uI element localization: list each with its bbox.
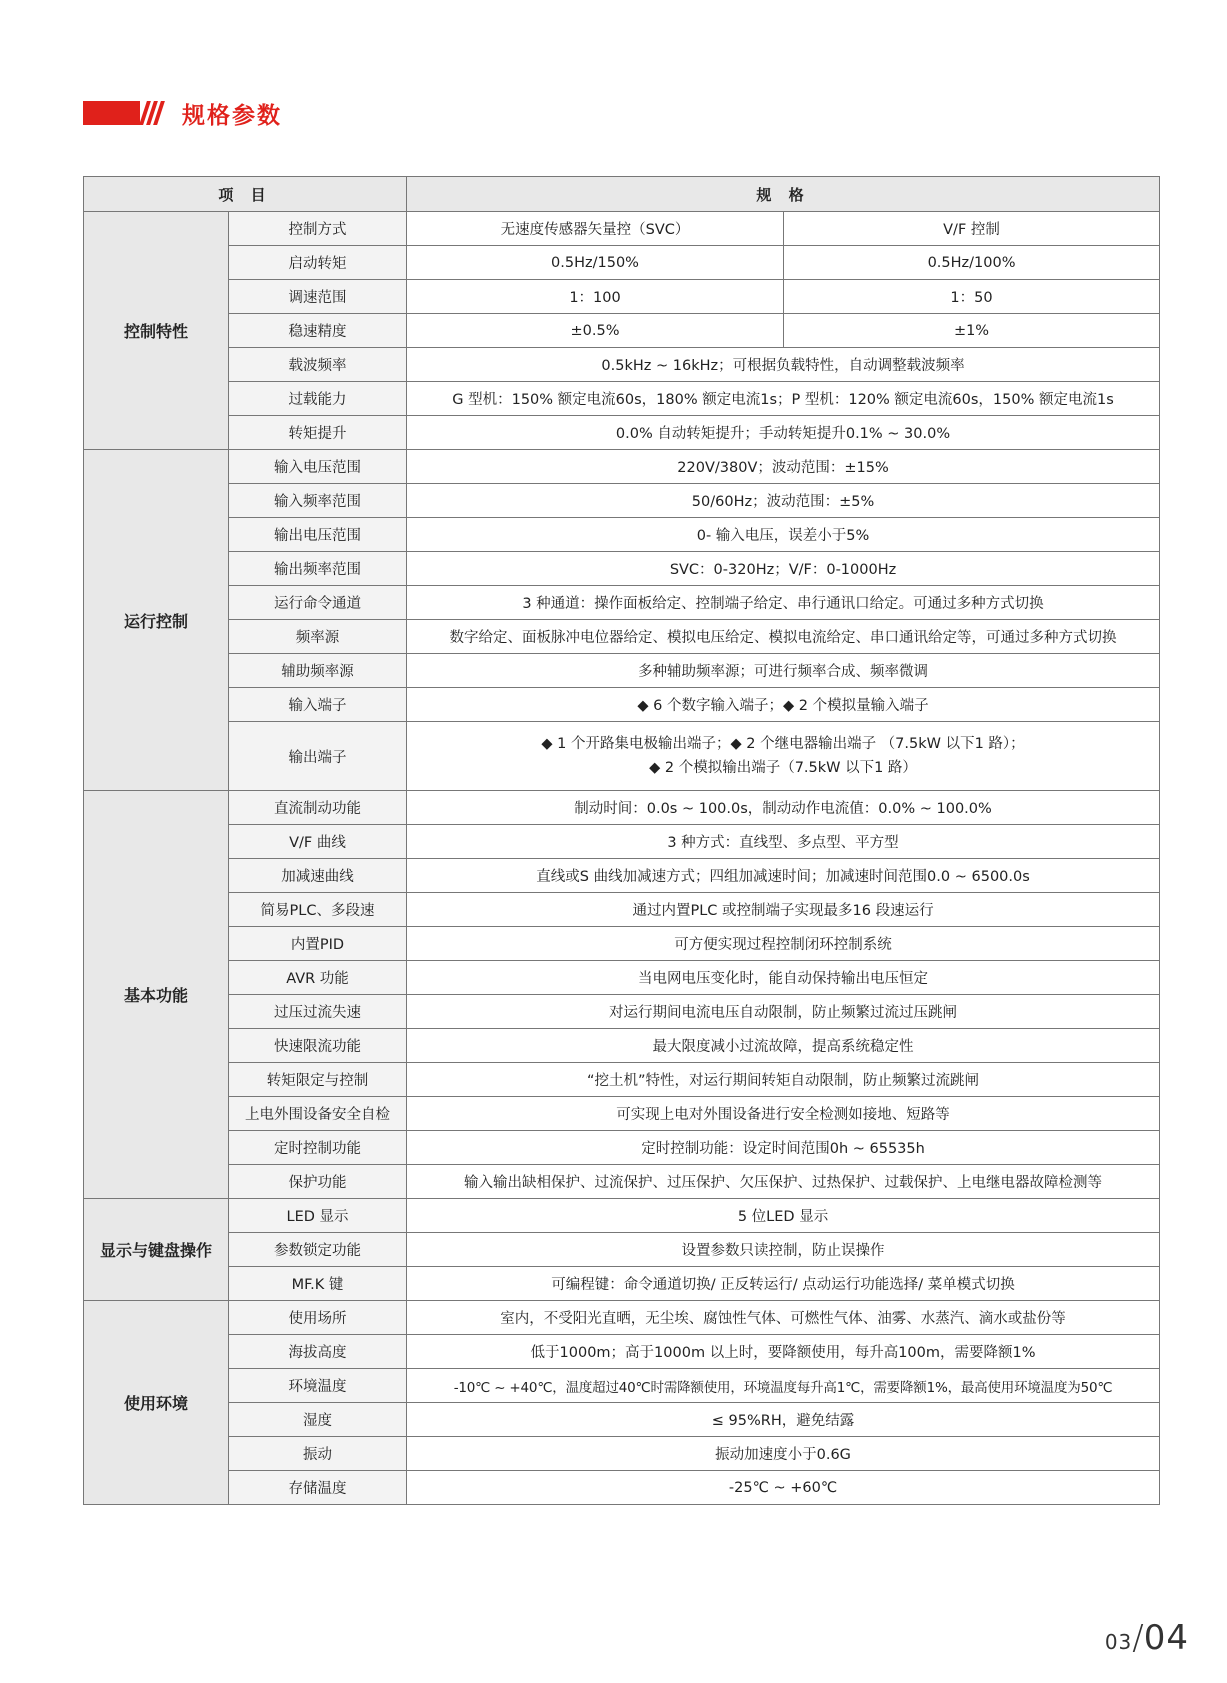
category-basic: 基本功能	[84, 791, 229, 1199]
item-label: 使用场所	[229, 1301, 407, 1335]
item-label: 简易PLC、多段速	[229, 893, 407, 927]
table-row	[84, 620, 1160, 654]
table-row	[84, 1335, 1160, 1369]
table-row	[84, 1301, 1160, 1335]
header-item: 项 目	[84, 177, 407, 212]
category-display: 显示与键盘操作	[84, 1199, 229, 1301]
table-row	[84, 1369, 1160, 1403]
spec-value: 最大限度减小过流故障，提高系统稳定性	[407, 1029, 1160, 1063]
table-row	[84, 1097, 1160, 1131]
table-row	[84, 961, 1160, 995]
spec-value	[407, 722, 1160, 791]
spec-value: 设置参数只读控制，防止误操作	[407, 1233, 1160, 1267]
page-number	[1105, 1618, 1189, 1658]
spec-value: 可方便实现过程控制闭环控制系统	[407, 927, 1160, 961]
item-label: 运行命令通道	[229, 586, 407, 620]
spec-svc: 0.5Hz/150%	[407, 246, 784, 280]
spec-value: 振动加速度小于0.6G	[407, 1437, 1160, 1471]
section-heading	[83, 101, 282, 129]
table-row	[84, 859, 1160, 893]
item-label: 频率源	[229, 620, 407, 654]
table-row	[84, 1437, 1160, 1471]
item-label: 转矩提升	[229, 416, 407, 450]
spec-value: 制动时间：0.0s ~ 100.0s，制动动作电流值：0.0% ~ 100.0%	[407, 791, 1160, 825]
table-row	[84, 450, 1160, 484]
spec-value: 当电网电压变化时，能自动保持输出电压恒定	[407, 961, 1160, 995]
header-spec: 规 格	[407, 177, 1160, 212]
item-label: 海拔高度	[229, 1335, 407, 1369]
table-row	[84, 825, 1160, 859]
item-label: 内置PID	[229, 927, 407, 961]
item-label: AVR 功能	[229, 961, 407, 995]
item-label: 输出频率范围	[229, 552, 407, 586]
page-current: 03	[1104, 1630, 1133, 1654]
spec-value: 50/60Hz；波动范围：±5%	[407, 484, 1160, 518]
spec-value: 室内，不受阳光直晒，无尘埃、腐蚀性气体、可燃性气体、油雾、水蒸汽、滴水或盐份等	[407, 1301, 1160, 1335]
spec-value: -10℃ ~ +40℃，温度超过40℃时需降额使用，环境温度每升高1℃，需要降额1%，最高使用环境温度为50℃	[407, 1369, 1160, 1403]
item-label: 输入电压范围	[229, 450, 407, 484]
table-row	[84, 348, 1160, 382]
red-accent-bar	[83, 101, 140, 125]
category-run: 运行控制	[84, 450, 229, 791]
section-title: 规格参数	[182, 102, 282, 129]
item-label: 载波频率	[229, 348, 407, 382]
category-env: 使用环境	[84, 1301, 229, 1505]
spec-value: 可实现上电对外围设备进行安全检测如接地、短路等	[407, 1097, 1160, 1131]
table-row	[84, 518, 1160, 552]
table-row	[84, 1165, 1160, 1199]
item-label: 振动	[229, 1437, 407, 1471]
table-row	[84, 654, 1160, 688]
item-label: 快速限流功能	[229, 1029, 407, 1063]
table-row	[84, 586, 1160, 620]
spec-value: 3 种通道：操作面板给定、控制端子给定、串行通讯口给定。可通过多种方式切换	[407, 586, 1160, 620]
item-label: 过压过流失速	[229, 995, 407, 1029]
item-label: 湿度	[229, 1403, 407, 1437]
table-row	[84, 1233, 1160, 1267]
spec-value: 直线或S 曲线加减速方式；四组加减速时间；加减速时间范围0.0 ~ 6500.0s	[407, 859, 1160, 893]
spec-value: 对运行期间电流电压自动限制，防止频繁过流过压跳闸	[407, 995, 1160, 1029]
spec-vf: V/F 控制	[784, 212, 1160, 246]
item-label: 环境温度	[229, 1369, 407, 1403]
item-label: MF.K 键	[229, 1267, 407, 1301]
item-label: 控制方式	[229, 212, 407, 246]
spec-svc: 1：100	[407, 280, 784, 314]
table-row	[84, 314, 1160, 348]
spec-vf: 0.5Hz/100%	[784, 246, 1160, 280]
table-row	[84, 1029, 1160, 1063]
item-label: 输入频率范围	[229, 484, 407, 518]
table-row	[84, 416, 1160, 450]
table-row	[84, 791, 1160, 825]
category-control: 控制特性	[84, 212, 229, 450]
spec-svc: ±0.5%	[407, 314, 784, 348]
spec-value: 5 位LED 显示	[407, 1199, 1160, 1233]
item-label: V/F 曲线	[229, 825, 407, 859]
table-row	[84, 280, 1160, 314]
item-label: 输出端子	[229, 722, 407, 791]
spec-vf: ±1%	[784, 314, 1160, 348]
spec-value: 低于1000m；高于1000m 以上时，要降额使用，每升高100m，需要降额1%	[407, 1335, 1160, 1369]
spec-value: 3 种方式：直线型、多点型、平方型	[407, 825, 1160, 859]
item-label: 上电外围设备安全自检	[229, 1097, 407, 1131]
table-row	[84, 382, 1160, 416]
table-row	[84, 1267, 1160, 1301]
table-row	[84, 552, 1160, 586]
item-label: 直流制动功能	[229, 791, 407, 825]
item-label: 输入端子	[229, 688, 407, 722]
spec-value: ≤ 95%RH，避免结露	[407, 1403, 1160, 1437]
item-label: 启动转矩	[229, 246, 407, 280]
table-row	[84, 484, 1160, 518]
spec-value: ◆ 6 个数字输入端子；◆ 2 个模拟量输入端子	[407, 688, 1160, 722]
table-row	[84, 1063, 1160, 1097]
item-label: 参数锁定功能	[229, 1233, 407, 1267]
spec-line-1: ◆ 1 个开路集电极输出端子；◆ 2 个继电器输出端子 （7.5kW 以下1 路）；	[541, 736, 1025, 752]
table-row	[84, 927, 1160, 961]
item-label: 保护功能	[229, 1165, 407, 1199]
spec-value: “挖土机”特性，对运行期间转矩自动限制，防止频繁过流跳闸	[407, 1063, 1160, 1097]
spec-value: 定时控制功能：设定时间范围0h ~ 65535h	[407, 1131, 1160, 1165]
red-slash-decoration	[143, 101, 164, 125]
item-label: 过载能力	[229, 382, 407, 416]
spec-value: 通过内置PLC 或控制端子实现最多16 段速运行	[407, 893, 1160, 927]
item-label: 输出电压范围	[229, 518, 407, 552]
spec-value: 220V/380V；波动范围：±15%	[407, 450, 1160, 484]
page-separator: /	[1132, 1618, 1144, 1658]
table-row	[84, 212, 1160, 246]
item-label: 定时控制功能	[229, 1131, 407, 1165]
table-row	[84, 1131, 1160, 1165]
spec-value: 多种辅助频率源；可进行频率合成、频率微调	[407, 654, 1160, 688]
item-label: LED 显示	[229, 1199, 407, 1233]
item-label: 辅助频率源	[229, 654, 407, 688]
table-row	[84, 995, 1160, 1029]
table-row	[84, 893, 1160, 927]
spec-value: G 型机：150% 额定电流60s，180% 额定电流1s；P 型机：120% 额定电流60s，150% 额定电流1s	[407, 382, 1160, 416]
table-row	[84, 1471, 1160, 1505]
spec-value: 0.5kHz ~ 16kHz；可根据负载特性，自动调整载波频率	[407, 348, 1160, 382]
table-header-row	[84, 177, 1160, 212]
spec-value: 0- 输入电压，误差小于5%	[407, 518, 1160, 552]
spec-value: 可编程键：命令通道切换/ 正反转运行/ 点动运行功能选择/ 菜单模式切换	[407, 1267, 1160, 1301]
spec-value: 数字给定、面板脉冲电位器给定、模拟电压给定、模拟电流给定、串口通讯给定等，可通过多种方式切换	[407, 620, 1160, 654]
table-row	[84, 1403, 1160, 1437]
table-row	[84, 688, 1160, 722]
item-label: 加减速曲线	[229, 859, 407, 893]
spec-line-2: ◆ 2 个模拟输出端子（7.5kW 以下1 路）	[649, 760, 917, 776]
spec-value: 输入输出缺相保护、过流保护、过压保护、欠压保护、过热保护、过载保护、上电继电器故障检测等	[407, 1165, 1160, 1199]
item-label: 存储温度	[229, 1471, 407, 1505]
table-row	[84, 722, 1160, 791]
spec-value: SVC：0-320Hz；V/F：0-1000Hz	[407, 552, 1160, 586]
item-label: 稳速精度	[229, 314, 407, 348]
table-row	[84, 1199, 1160, 1233]
table-row	[84, 246, 1160, 280]
spec-table	[83, 176, 1160, 1505]
item-label: 转矩限定与控制	[229, 1063, 407, 1097]
spec-svc: 无速度传感器矢量控（SVC）	[407, 212, 784, 246]
spec-value: -25℃ ~ +60℃	[407, 1471, 1160, 1505]
spec-vf: 1：50	[784, 280, 1160, 314]
spec-value: 0.0% 自动转矩提升；手动转矩提升0.1% ~ 30.0%	[407, 416, 1160, 450]
page-total: 04	[1143, 1618, 1189, 1658]
item-label: 调速范围	[229, 280, 407, 314]
